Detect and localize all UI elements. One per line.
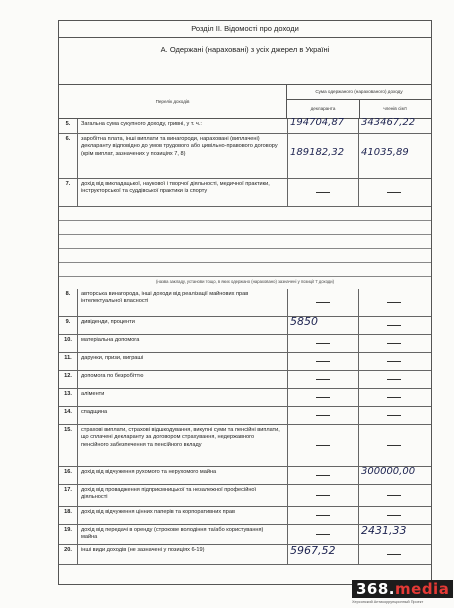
- brand-subtitle: Херсонский Антикоррупционный Проект: [352, 600, 424, 604]
- family-value-cell: [359, 485, 431, 506]
- blank-line: [59, 207, 431, 221]
- row-label: дохід від відчуження рухомого та нерухомого майна: [81, 469, 217, 475]
- dash-mark: [316, 192, 330, 193]
- header-declarant: декларанта: [287, 99, 360, 119]
- row-label: дохід від провадження підприємницької та незалежної професійної діяльності: [81, 487, 257, 501]
- row-label: допомога по безробіттю: [81, 373, 144, 379]
- dash-mark: [316, 415, 330, 416]
- family-value-cell: [359, 525, 431, 544]
- row-label: аліменти: [81, 391, 105, 397]
- dash-mark: [387, 445, 401, 446]
- row-label: дарунки, призи, виграші: [81, 355, 144, 361]
- declarant-value: 189182,32: [290, 146, 345, 158]
- family-value: 2431,33: [361, 524, 407, 537]
- header-amount-title: Сума одержаного (нарахованого) доходу: [287, 85, 431, 100]
- blank-line: [59, 263, 431, 277]
- declarant-value-cell: [287, 525, 359, 544]
- family-value-cell: [359, 389, 431, 406]
- family-value-cell: [359, 289, 431, 316]
- table-row: [59, 371, 431, 389]
- row-number: 6.: [59, 134, 78, 178]
- row-number: 17.: [59, 485, 78, 506]
- dash-mark: [387, 192, 401, 193]
- section-title: Розділ ІІ. Відомості про доходи: [59, 21, 431, 38]
- dash-mark: [316, 495, 330, 496]
- table-row: [59, 407, 431, 425]
- row-label: дохід від викладацької, наукової і творчої діяльності, медичної практики, інструкторської та суддівської практики із спорту: [81, 181, 270, 195]
- row-number: 15.: [59, 425, 78, 466]
- row-number: 7.: [59, 179, 78, 206]
- declarant-value-cell: [287, 317, 359, 334]
- blank-line: [59, 235, 431, 249]
- family-value: 343467,22: [361, 117, 416, 128]
- table-row: [59, 507, 431, 525]
- income-form: [58, 20, 432, 585]
- row-label: авторська винагорода, інші доходи від реалізації майнових прав інтелектуальної власності: [81, 291, 249, 305]
- dash-mark: [316, 445, 330, 446]
- family-value-cell: [359, 371, 431, 388]
- dash-mark: [316, 534, 330, 535]
- blank-line: [59, 221, 431, 235]
- family-value: 41035,89: [361, 146, 409, 158]
- family-value-cell: [359, 407, 431, 424]
- row-number: 14.: [59, 407, 78, 424]
- declarant-value-cell: [287, 467, 359, 484]
- row-label: заробітна плата, інші виплати та винагороди, нараховані (виплачені) декларанту відповідно до умов трудового або цивільно-правового договору (крім виплат, зазначених у позиціях 7, 8): [81, 136, 278, 157]
- table-row: [59, 134, 431, 179]
- family-value-cell: [359, 317, 431, 334]
- declarant-value-cell: [287, 389, 359, 406]
- row-number: 18.: [59, 507, 78, 524]
- declarant-value-cell: [287, 289, 359, 316]
- row-number: 10.: [59, 335, 78, 352]
- row-label: страхові виплати, страхові відшкодування, викупні суми та пенсійні виплати, що сплачені декларанту за договором страхування, недержавного пенсійного забезпечення та пенсійного вкладу: [81, 427, 280, 448]
- declarant-value-cell: [287, 335, 359, 352]
- table-row: [59, 425, 431, 467]
- declarant-value-cell: [287, 134, 359, 178]
- dash-mark: [387, 554, 401, 555]
- row-label: спадщина: [81, 409, 108, 415]
- declarant-value-cell: [287, 407, 359, 424]
- family-value-cell: [359, 507, 431, 524]
- declarant-value-cell: [287, 179, 359, 206]
- row-number: 16.: [59, 467, 78, 484]
- row-label: інші види доходів (не зазначені у позиціях 6-19): [81, 547, 205, 553]
- row-label: матеріальна допомога: [81, 337, 140, 343]
- family-value-cell: [359, 179, 431, 206]
- dash-mark: [387, 302, 401, 303]
- table-row: [59, 179, 431, 207]
- family-value-cell: [359, 353, 431, 370]
- dash-mark: [387, 343, 401, 344]
- dash-mark: [387, 379, 401, 380]
- dash-mark: [316, 475, 330, 476]
- row-number: 8.: [59, 289, 78, 316]
- dash-mark: [387, 415, 401, 416]
- declarant-value-cell: [287, 485, 359, 506]
- header-amount: [287, 85, 431, 119]
- dash-mark: [387, 361, 401, 362]
- declarant-value: 5967,52: [290, 544, 336, 557]
- table-row: [59, 289, 431, 317]
- dash-mark: [316, 397, 330, 398]
- declarant-value-cell: [287, 507, 359, 524]
- declarant-value-cell: [287, 371, 359, 388]
- dash-mark: [316, 302, 330, 303]
- declarant-value-cell: [287, 119, 359, 133]
- row-number: 13.: [59, 389, 78, 406]
- brand-logo: 368.media: [352, 580, 453, 598]
- table-row: [59, 525, 431, 545]
- header-income-type: Перелік доходів: [59, 85, 287, 119]
- row-number: 19.: [59, 525, 78, 544]
- dash-mark: [316, 343, 330, 344]
- declarant-value: 5850: [290, 315, 318, 328]
- table-row: [59, 389, 431, 407]
- dash-mark: [387, 515, 401, 516]
- dash-mark: [316, 515, 330, 516]
- declarant-value-cell: [287, 545, 359, 564]
- table-row: [59, 485, 431, 507]
- family-value-cell: [359, 335, 431, 352]
- table-row: [59, 119, 431, 134]
- table-row: [59, 467, 431, 485]
- row-label: дохід від відчуження цінних паперів та корпоративних прав: [81, 509, 235, 515]
- row-number: 5.: [59, 119, 78, 133]
- dash-mark: [387, 325, 401, 326]
- declarant-value: 194704,87: [290, 117, 345, 128]
- table-row: [59, 335, 431, 353]
- dash-mark: [316, 379, 330, 380]
- family-value-cell: [359, 134, 431, 178]
- family-value-cell: [359, 425, 431, 466]
- institution-note: (назва закладу, установи тощо, в яких одержано (нараховано) зазначені у позиції 7 доходи): [155, 279, 334, 284]
- dash-mark: [387, 397, 401, 398]
- row-number: 11.: [59, 353, 78, 370]
- family-value-cell: [359, 467, 431, 484]
- row-label: дивіденди, проценти: [81, 319, 135, 325]
- declarant-value-cell: [287, 425, 359, 466]
- table-row: [59, 545, 431, 565]
- table-row: [59, 353, 431, 371]
- row-label: дохід від передачі в оренду (строкове володіння та/або користування) майна: [81, 527, 264, 541]
- blank-line: [59, 249, 431, 263]
- row-number: 12.: [59, 371, 78, 388]
- row-number: 9.: [59, 317, 78, 334]
- header-family: членів сім'ї: [383, 106, 407, 111]
- row-number: 20.: [59, 545, 78, 564]
- declarant-value-cell: [287, 353, 359, 370]
- subsection-title: А. Одержані (нараховані) з усіх джерел в Україні: [59, 37, 431, 85]
- table-row: [59, 317, 431, 335]
- family-value-cell: [359, 545, 431, 564]
- dash-mark: [316, 361, 330, 362]
- dash-mark: [387, 495, 401, 496]
- family-value: 300000,00: [361, 466, 416, 477]
- family-value-cell: [359, 119, 431, 133]
- row-label: Загальна сума сукупного доходу, гривні, у т. ч.:: [81, 121, 202, 127]
